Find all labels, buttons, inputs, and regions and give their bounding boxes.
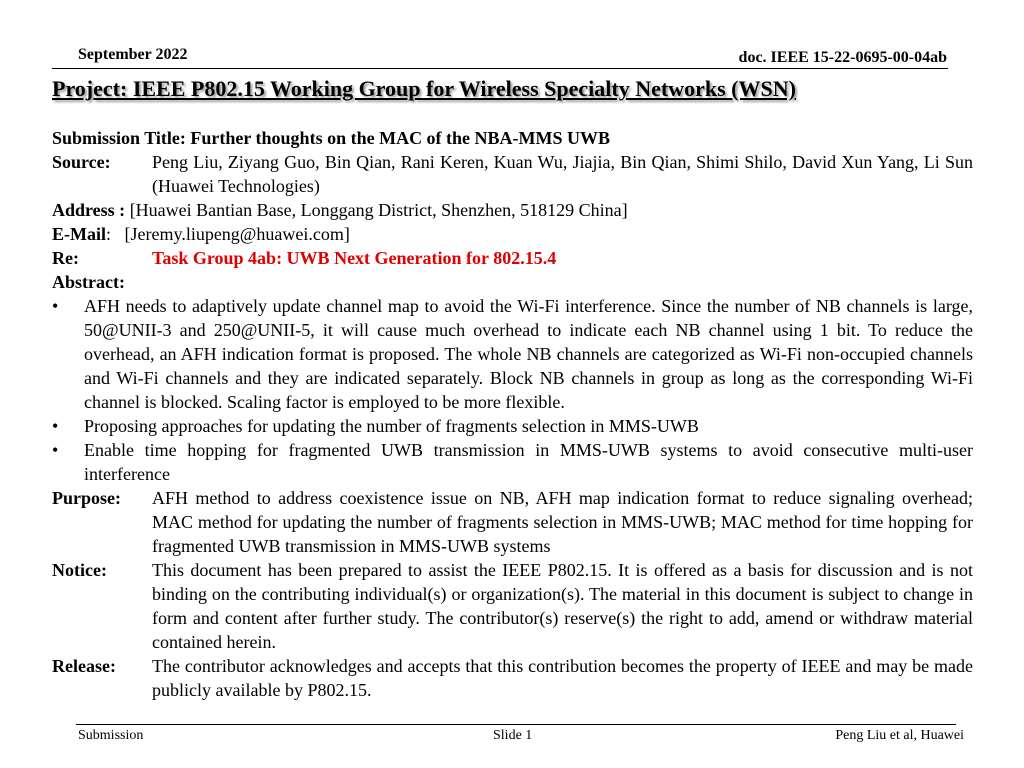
notice-value: This document has been prepared to assist the IEEE P802.15. It is offered as a basis for discussion and is not binding on the contributing individual(s) or organization(s). The material in this document is subject to change in form and content after further study. The contributor(s) reserve(s) the right to add, amend or withdraw material contained herein.	[152, 560, 973, 652]
footer-divider	[76, 724, 956, 725]
release-row	[52, 654, 973, 702]
address-value: [Huawei Bantian Base, Longgang District, Shenzhen, 518129 China]	[129, 200, 628, 220]
re-row	[52, 246, 973, 270]
source-value: Peng Liu, Ziyang Guo, Bin Qian, Rani Keren, Kuan Wu, Jiajia, Bin Qian, Shimi Shilo, David Xun Yang, Li Sun (Huawei Technologies)	[152, 152, 973, 196]
re-value: Task Group 4ab: UWB Next Generation for 802.15.4	[152, 248, 557, 268]
release-label: Release:	[52, 656, 116, 676]
notice-label: Notice:	[52, 560, 107, 580]
list-item: • Enable time hopping for fragmented UWB transmission in MMS-UWB systems to avoid consecutive multi-user interference	[52, 440, 973, 484]
source-label: Source:	[52, 152, 111, 172]
submission-title-label: Submission Title:	[52, 128, 186, 148]
email-value: [Jeremy.liupeng@huawei.com]	[124, 224, 350, 244]
submission-title-row	[52, 126, 973, 150]
header-date: September 2022	[78, 46, 188, 63]
email-row: E-Mail: [Jeremy.liupeng@huawei.com]	[52, 224, 350, 244]
release-value: The contributor acknowledges and accepts that this contribution becomes the property of IEEE and may be made publicly available by P802.15.	[152, 656, 973, 700]
abstract-list	[52, 294, 973, 486]
bullet-text: Enable time hopping for fragmented UWB transmission in MMS-UWB systems to avoid consecutive multi-user interference	[84, 440, 973, 484]
purpose-value: AFH method to address coexistence issue on NB, AFH map indication format to reduce signaling overhead; MAC method for updating the number of fragments selection in MMS-UWB; MAC method for time hopping for fragmented UWB transmission in MMS-UWB systems	[152, 488, 973, 556]
footer-author: Peng Liu et al, Huawei	[835, 728, 964, 743]
purpose-row	[52, 486, 973, 558]
address-label: Address :	[52, 200, 126, 220]
project-title: Project: IEEE P802.15 Working Group for Wireless Specialty Networks (WSN)	[52, 76, 796, 101]
header-doc-id: doc. IEEE 15-22-0695-00-04ab	[738, 49, 947, 66]
footer-slide-number: Slide 1	[493, 728, 533, 743]
source-row	[52, 150, 973, 198]
header-divider	[52, 68, 948, 69]
list-item: • AFH needs to adaptively update channel map to avoid the Wi-Fi interference. Since the number of NB channels is large, 50@UNII-3 and 250@UNII-5, it will cause much overhead to indicate each NB channel using 1 bit. To reduce the overhead, an AFH indication format is proposed. The whole NB channels are categorized as Wi-Fi non-occupied channels and Wi-Fi channels and they are indicated separately. Block NB channels in group as long as the corresponding Wi-Fi channel is blocked. Scaling factor is employed to be more flexible.	[52, 296, 973, 412]
bullet-text: Proposing approaches for updating the number of fragments selection in MMS-UWB	[84, 416, 699, 436]
slide-content	[52, 126, 973, 702]
bullet-text: AFH needs to adaptively update channel map to avoid the Wi-Fi interference. Since the number of NB channels is large, 50@UNII-3 and 250@UNII-5, it will cause much overhead to indicate each NB channel using 1 bit. To reduce the overhead, an AFH indication format is proposed. The whole NB channels are categorized as Wi-Fi non-occupied channels and Wi-Fi channels and they are indicated separately. Block NB channels in group as long as the corresponding Wi-Fi channel is blocked. Scaling factor is employed to be more flexible.	[84, 296, 973, 412]
abstract-label: Abstract:	[52, 272, 125, 292]
list-item: • Proposing approaches for updating the number of fragments selection in MMS-UWB	[52, 414, 973, 438]
address-row	[52, 198, 973, 222]
email-label: E-Mail	[52, 224, 106, 244]
re-label: Re:	[52, 248, 79, 268]
footer-left: Submission	[78, 728, 144, 743]
submission-title: Further thoughts on the MAC of the NBA-MMS UWB	[190, 128, 611, 148]
purpose-label: Purpose:	[52, 488, 121, 508]
notice-row	[52, 558, 973, 654]
